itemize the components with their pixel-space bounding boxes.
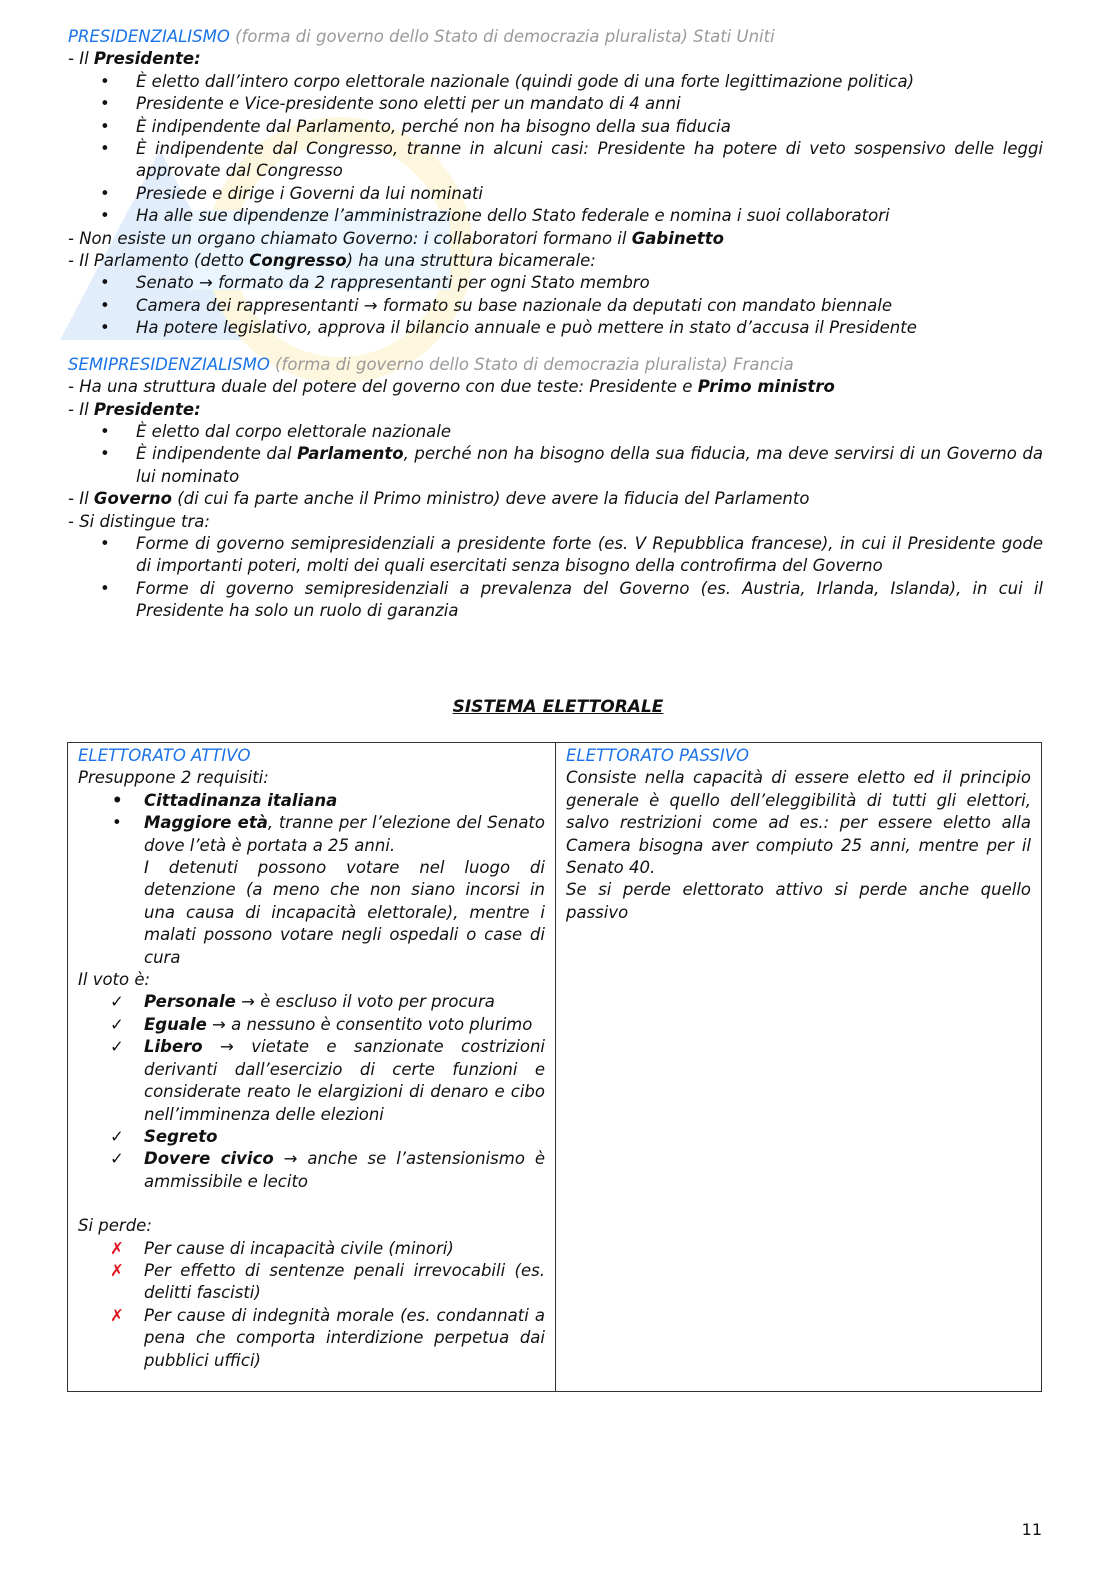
governo-line: - Non esiste un organo chiamato Governo: i collaboratori formano il Gabinetto	[68, 228, 724, 248]
attivo-intro: Presuppone 2 requisiti:	[78, 768, 269, 788]
elettorato-passivo-cell	[556, 743, 1042, 1392]
list-item: • È indipendente dal Parlamento, perché non ha bisogno della sua fiducia, ma deve servirsi di un Governo da lui nominato	[68, 443, 1043, 488]
list-item: • Cittadinanza italiana	[78, 790, 545, 812]
presidente-line: - Il Presidente:	[68, 399, 201, 419]
list-item: • È indipendente dal Congresso, tranne in alcuni casi: Presidente ha potere di veto sospensivo delle leggi approvate dal Congresso	[68, 138, 1043, 183]
list-item: ✓ Personale → è escluso il voto per procura	[78, 991, 545, 1013]
voto-list	[78, 991, 545, 1193]
elettorato-attivo-cell	[68, 743, 556, 1392]
distingue-line: - Si distingue tra:	[68, 511, 210, 531]
elettorato-table	[67, 742, 1042, 1392]
perde-intro: Si perde:	[78, 1216, 152, 1236]
parlamento-list	[68, 272, 1043, 339]
requisiti-list	[78, 790, 545, 857]
list-item: • Senato → formato da 2 rappresentanti per ogni Stato membro	[68, 272, 1043, 294]
forme-list	[68, 533, 1043, 623]
section-title: SISTEMA ELETTORALE	[452, 697, 664, 717]
list-item: • È eletto dall’intero corpo elettorale nazionale (quindi gode di una forte legittimazione politica)	[68, 71, 1043, 93]
passivo-text-2: Se si perde elettorato attivo si perde anche quello passivo	[566, 880, 1031, 922]
list-item: ✗ Per effetto di sentenze penali irrevocabili (es. delitti fascisti)	[78, 1260, 545, 1305]
presidente-line: - Il Presidente:	[68, 49, 201, 69]
detenuti-text: I detenuti possono votare nel luogo di detenzione (a meno che non siano incorsi in una causa di incapacità elettorale), mentre i malati possono votare negli ospedali o case di cura	[144, 858, 545, 967]
list-item: ✗ Per cause di indegnità morale (es. condannati a pena che comporta interdizione perpetua dai pubblici uffici)	[78, 1305, 545, 1372]
list-item: ✓ Libero → vietate e sanzionate costrizioni derivanti dall’esercizio di certe funzioni e considerate reato le elargizioni di denaro e cibo nell’imminenza delle elezioni	[78, 1036, 545, 1126]
page-number: 11	[1021, 1520, 1042, 1539]
list-item: ✓ Segreto	[78, 1126, 545, 1148]
list-item: • È eletto dal corpo elettorale nazionale	[68, 421, 1043, 443]
list-item: • Camera dei rappresentanti → formato su base nazionale da deputati con mandato biennale	[68, 295, 1043, 317]
list-item: • Forme di governo semipresidenziali a prevalenza del Governo (es. Austria, Irlanda, Islanda), in cui il Presidente ha solo un ruolo di garanzia	[68, 578, 1043, 623]
duale-line: - Ha una struttura duale del potere del governo con due teste: Presidente e Primo ministro	[68, 377, 835, 397]
voto-intro: Il voto è:	[78, 970, 151, 990]
list-item: • Forme di governo semipresidenziali a presidente forte (es. V Repubblica francese), in cui il Presidente gode di importanti poteri, molti dei quali esercitati senza bisogno della controfirma del Governo	[68, 533, 1043, 578]
perde-list	[78, 1238, 545, 1372]
list-item: • Ha potere legislativo, approva il bilancio annuale e può mettere in stato d’accusa il Presidente	[68, 317, 1043, 339]
list-item: ✗ Per cause di incapacità civile (minori)	[78, 1238, 545, 1260]
presidente-list	[68, 71, 1043, 228]
main-content	[68, 26, 1043, 623]
passivo-text: Consiste nella capacità di essere eletto ed il principio generale è quello dell’eleggibilità di tutti gli elettori, salvo restrizioni come ad es.: per essere eletto alla Camera bisogna aver compiuto 25 anni, mentre per il Senato 40.	[566, 768, 1031, 878]
parlamento-line: - Il Parlamento (detto Congresso) ha una struttura bicamerale:	[68, 251, 596, 271]
list-item: • Presiede e dirige i Governi da lui nominati	[68, 183, 1043, 205]
list-item: • Ha alle sue dipendenze l’amministrazione dello Stato federale e nomina i suoi collaboratori	[68, 205, 1043, 227]
list-item: ✓ Eguale → a nessuno è consentito voto plurimo	[78, 1014, 545, 1036]
attivo-heading: ELETTORATO ATTIVO	[78, 746, 251, 765]
list-item: ✓ Dovere civico → anche se l’astensionismo è ammissibile e lecito	[78, 1148, 545, 1193]
list-item: • Maggiore età, tranne per l’elezione del Senato dove l’età è portata a 25 anni.	[78, 812, 545, 857]
semipresidenzialismo-heading: SEMIPRESIDENZIALISMO (forma di governo dello Stato di democrazia pluralista) Francia	[68, 354, 794, 374]
semi-presidente-list	[68, 421, 1043, 488]
list-item: • È indipendente dal Parlamento, perché non ha bisogno della sua fiducia	[68, 116, 1043, 138]
list-item: • Presidente e Vice-presidente sono eletti per un mandato di 4 anni	[68, 93, 1043, 115]
presidenzialismo-heading: PRESIDENZIALISMO (forma di governo dello Stato di democrazia pluralista) Stati Uniti	[68, 27, 775, 46]
passivo-heading: ELETTORATO PASSIVO	[566, 746, 749, 765]
governo-fiducia-line: - Il Governo (di cui fa parte anche il Primo ministro) deve avere la fiducia del Parlamento	[68, 489, 810, 509]
